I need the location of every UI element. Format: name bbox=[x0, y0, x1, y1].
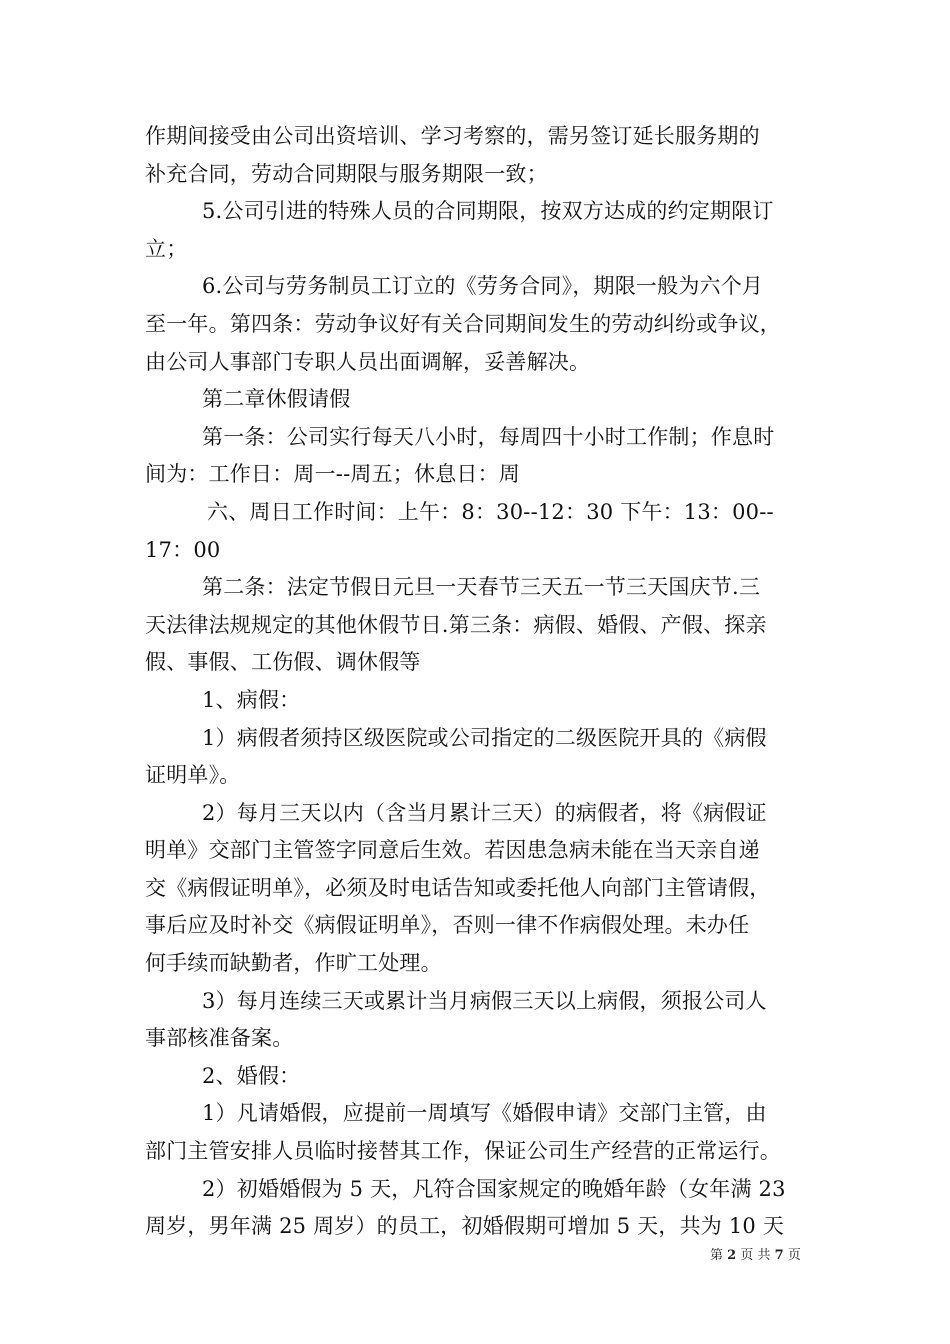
text-line: 证明单》。 bbox=[145, 763, 241, 788]
text-line: 第一条：公司实行每天八小时，每周四十小时工作制；作息时 bbox=[202, 424, 775, 449]
footer-prefix: 第 bbox=[710, 1248, 724, 1263]
text-line: 2、婚假： bbox=[202, 1063, 301, 1088]
text-line: 天法律法规规定的其他休假节日.第三条：病假、婚假、产假、探亲 bbox=[145, 612, 767, 637]
text-line: 事部核准备案。 bbox=[145, 1026, 294, 1051]
text-line: 由公司人事部门专职人员出面调解，妥善解决。 bbox=[145, 349, 591, 374]
text-line: 补充合同，劳动合同期限与服务期限一致； bbox=[145, 161, 548, 186]
text-line: 1）病假者须持区级医院或公司指定的二级医院开具的《病假 bbox=[202, 725, 767, 750]
text-line: 2）初婚婚假为 5 天，凡符合国家规定的晚婚年龄（女年满 23 bbox=[202, 1176, 786, 1201]
footer-middle: 页 共 bbox=[740, 1248, 771, 1263]
footer-total-pages: 7 bbox=[774, 1248, 784, 1263]
document-body bbox=[145, 118, 810, 1246]
footer-suffix: 页 bbox=[787, 1248, 801, 1263]
text-line: 事后应及时补交《病假证明单》，否则一律不作病假处理。未办任 bbox=[145, 913, 750, 938]
text-line: 5.公司引进的特殊人员的合同期限，按双方达成的约定期限订 bbox=[202, 199, 774, 224]
text-line: 6.公司与劳务制员工订立的《劳务合同》，期限一般为六个月 bbox=[202, 274, 764, 299]
text-line: 1、病假： bbox=[202, 687, 301, 712]
text-line: 周岁，男年满 25 周岁）的员工，初婚假期可增加 5 天，共为 10 天 bbox=[145, 1214, 785, 1239]
text-line: 3）每月连续三天或累计当月病假三天以上病假，须报公司人 bbox=[202, 988, 767, 1013]
text-line: 第二条：法定节假日元旦一天春节三天五一节三天国庆节.三 bbox=[202, 575, 761, 600]
text-line: 明单》交部门主管签字同意后生效。若因患急病未能在当天亲自递 bbox=[145, 838, 760, 863]
text-line: 作期间接受由公司出资培训、学习考察的，需另签订延长服务期的 bbox=[145, 124, 760, 148]
text-line: 2）每月三天以内（含当月累计三天）的病假者，将《病假证 bbox=[202, 800, 767, 825]
text-line: 六、周日工作时间：上午：8：30--12：30 下午：13：00-- bbox=[207, 499, 774, 524]
text-line: 交《病假证明单》，必须及时电话告知或委托他人向部门主管请假， bbox=[145, 875, 771, 900]
text-line: 何手续而缺勤者，作旷工处理。 bbox=[145, 951, 442, 976]
text-line: 至一年。第四条：劳动争议好有关合同期间发生的劳动纠纷或争议， bbox=[145, 311, 781, 336]
text-line: 第二章休假请假 bbox=[202, 387, 351, 412]
text-line: 假、事假、工伤假、调休假等 bbox=[145, 650, 421, 675]
footer-current-page: 2 bbox=[727, 1248, 737, 1263]
text-line: 立； bbox=[145, 236, 188, 261]
text-line: 1）凡请婚假，应提前一周填写《婚假申请》交部门主管，由 bbox=[202, 1101, 767, 1126]
page-footer bbox=[710, 1247, 801, 1265]
text-line: 部门主管安排人员临时接替其工作，保证公司生产经营的正常运行。 bbox=[145, 1139, 781, 1164]
text-line: 17：00 bbox=[145, 537, 221, 562]
text-line: 间为：工作日：周一--周五；休息日：周 bbox=[145, 462, 520, 487]
